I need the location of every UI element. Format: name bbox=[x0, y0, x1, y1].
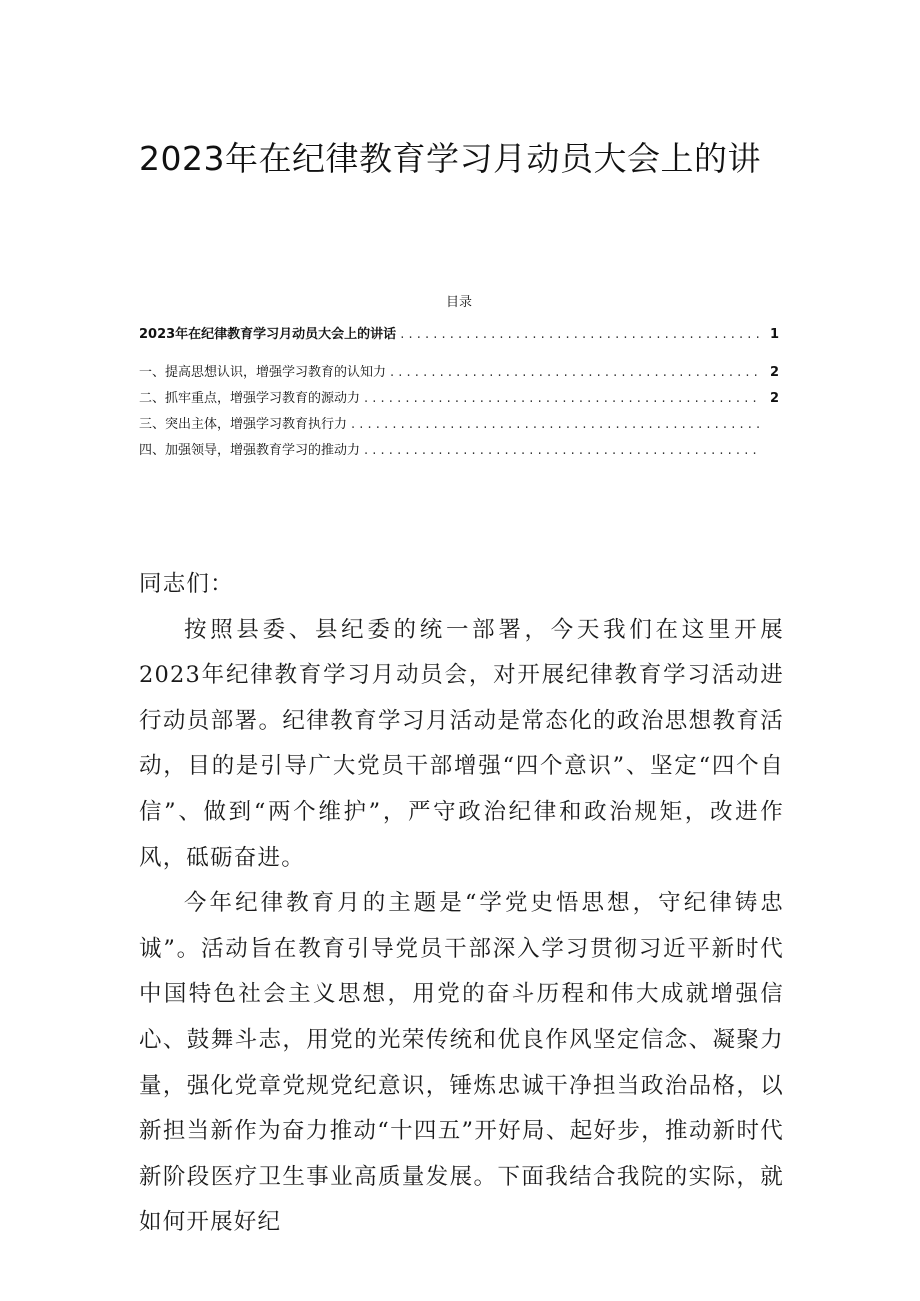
toc-entry-text: 四、加强领导，增强教育学习的推动力 bbox=[139, 443, 361, 458]
toc-page-number: 2 bbox=[769, 365, 779, 380]
body-paragraph: 今年纪律教育月的主题是“学党史悟思想，守纪律铸忠诚”。活动旨在教育引导党员干部深入学习贯彻习近平新时代中国特色社会主义思想，用党的奋斗历程和伟大成就增强信心、鼓舞斗志，用党的光荣传统和优良作风坚定信念、凝聚力量，强化党章党规党纪意识，锤炼忠诚干净担当政治品格，以新担当新作为奋力推动“十四五”开好局、起好步，推动新时代新阶段医疗卫生事业高质量发展。下面我结合我院的实际，就如何开展好纪 bbox=[139, 890, 784, 1236]
table-of-contents bbox=[139, 288, 779, 464]
toc-entry[interactable] bbox=[139, 412, 779, 438]
toc-entry[interactable] bbox=[139, 438, 779, 464]
page-title: 2023年在纪律教育学习月动员大会上的讲 bbox=[139, 139, 761, 178]
toc-entry-text: 2023年在纪律教育学习月动员大会上的讲话 bbox=[139, 327, 397, 342]
toc-entry[interactable] bbox=[139, 322, 779, 348]
toc-leader-dots bbox=[364, 386, 761, 412]
toc-leader-dots bbox=[351, 412, 761, 438]
toc-entry[interactable] bbox=[139, 360, 779, 386]
toc-page-number: 2 bbox=[769, 391, 779, 406]
salutation: 同志们： bbox=[139, 571, 234, 597]
toc-entry-text: 三、突出主体，增强学习教育执行力 bbox=[139, 417, 348, 432]
toc-leader-dots bbox=[400, 322, 761, 348]
toc-entry-text: 二、抓牢重点，增强学习教育的源动力 bbox=[139, 391, 361, 406]
toc-heading: 目录 bbox=[445, 295, 472, 310]
body-text bbox=[139, 562, 784, 1246]
toc-entry[interactable] bbox=[139, 386, 779, 412]
toc-entry-text: 一、提高思想认识，增强学习教育的认知力 bbox=[139, 365, 387, 380]
toc-leader-dots bbox=[390, 360, 761, 386]
toc-page-number: 1 bbox=[769, 327, 779, 342]
toc-leader-dots bbox=[364, 438, 761, 464]
body-paragraph: 按照县委、县纪委的统一部署，今天我们在这里开展2023年纪律教育学习月动员会，对开展纪律教育学习活动进行动员部署。纪律教育学习月活动是常态化的政治思想教育活动，目的是引导广大党员干部增强“四个意识”、坚定“四个自信”、做到“两个维护”，严守政治纪律和政治规矩，改进作风，砥砺奋进。 bbox=[139, 616, 784, 871]
